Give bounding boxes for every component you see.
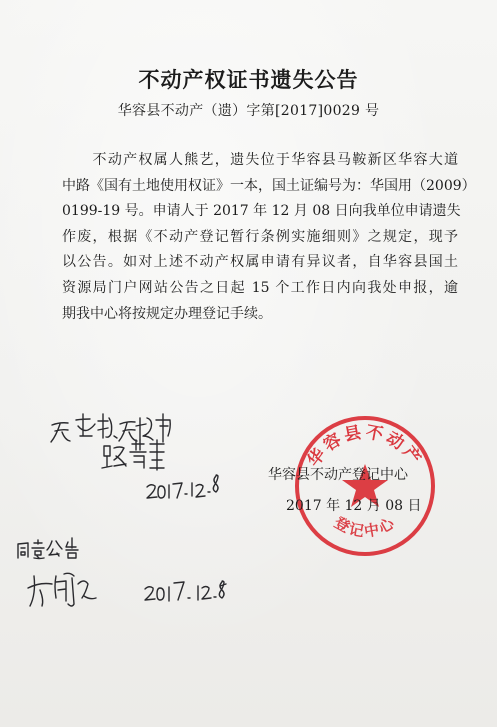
body-line: 资源局门户网站公告之日起 15 个工作日内向我处申报，逾	[62, 279, 458, 296]
body-line: 中路《国有土地使用权证》一本，国土证编号为：华国用（2009）	[62, 177, 476, 194]
issuer-name: 华容县不动产登记中心	[268, 467, 408, 483]
issue-date: 2017 年 12 月 08 日	[286, 498, 422, 514]
document-number: 华容县不动产（遗）字第[2017]0029 号	[117, 103, 380, 119]
handwritten-date-1	[147, 475, 218, 498]
body-line: 期我中心将按规定办理登记手续。	[62, 305, 272, 322]
body-line: 作废，根据《不动产登记暂行条例实施细则》之规定，现予	[62, 228, 458, 245]
body-line: 0199-19 号。申请人于 2017 年 12 月 08 日向我单位申请遗失	[62, 203, 461, 220]
body-line: 不动产权属人熊艺，遗失位于华容县马鞍新区华容大道	[62, 152, 458, 168]
body-line: 以公告。如对上述不动产权属申请有异议者，自华容县国土	[62, 254, 458, 271]
handwritten-note-approve	[18, 538, 78, 559]
notice-title: 不动产权证书遗失公告	[138, 68, 359, 92]
seal-top-text: 华容县不动产	[303, 422, 427, 471]
seal-bottom-text: 登记中心	[331, 513, 399, 541]
handwritten-note-no-seizure	[51, 414, 170, 442]
handwritten-signature-1	[102, 440, 164, 470]
handwritten-signature-2	[28, 573, 96, 606]
handwritten-date-2	[145, 581, 226, 601]
